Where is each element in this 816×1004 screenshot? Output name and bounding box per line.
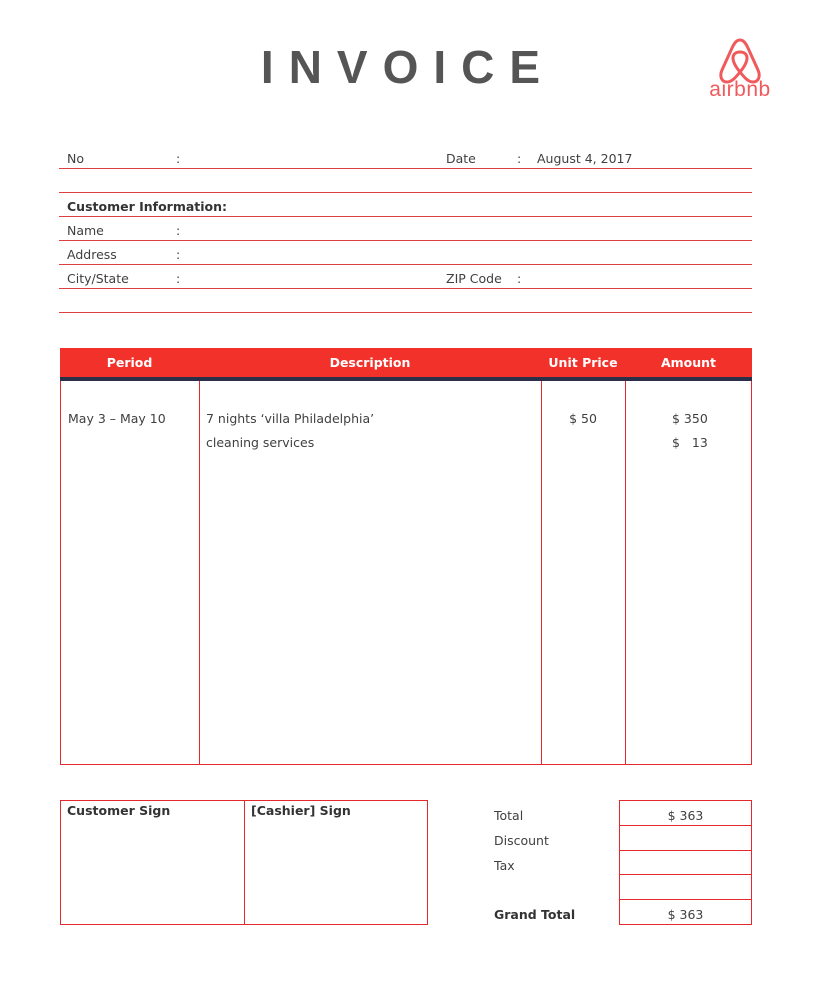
rule — [59, 216, 752, 217]
rule — [59, 168, 752, 169]
row-1-period: May 3 – May 10 — [68, 411, 166, 426]
no-label: No — [67, 151, 84, 166]
total-value[interactable]: $ 363 — [619, 800, 752, 826]
name-colon: : — [176, 223, 181, 238]
row-2-amount: $ 13 — [672, 435, 708, 450]
rule — [59, 264, 752, 265]
invoice-title: INVOICE — [260, 41, 556, 93]
no-colon: : — [176, 151, 181, 166]
row-1-unit-price: $ 50 — [569, 411, 597, 426]
header-unit-price: Unit Price — [548, 355, 618, 370]
tax-value[interactable] — [619, 850, 752, 875]
rule — [59, 288, 752, 289]
header-amount: Amount — [660, 355, 717, 370]
cashier-sign-box[interactable] — [244, 800, 428, 925]
blank-value[interactable] — [619, 874, 752, 900]
row-1-description: 7 nights ‘villa Philadelphia’ — [206, 411, 375, 426]
column-divider — [541, 381, 542, 765]
row-1-amount: $ 350 — [672, 411, 708, 426]
date-label: Date — [446, 151, 476, 166]
total-label: Total — [494, 808, 524, 823]
customer-sign-label: Customer Sign — [67, 803, 171, 818]
table-header — [60, 348, 752, 378]
date-colon: : — [517, 151, 522, 166]
column-divider — [625, 381, 626, 765]
column-divider — [199, 381, 200, 765]
address-label: Address — [67, 247, 117, 262]
header-period: Period — [106, 355, 153, 370]
cashier-sign-label: [Cashier] Sign — [251, 803, 351, 818]
grand-total-label: Grand Total — [494, 907, 576, 922]
date-value[interactable]: August 4, 2017 — [537, 151, 633, 166]
airbnb-logo-text: airbnb — [709, 78, 771, 101]
rule — [59, 312, 752, 313]
rule — [59, 192, 752, 193]
table-body — [60, 381, 752, 765]
row-2-description: cleaning services — [206, 435, 315, 450]
header-description: Description — [329, 355, 411, 370]
address-colon: : — [176, 247, 181, 262]
grand-total-value[interactable]: $ 363 — [619, 899, 752, 925]
rule — [59, 240, 752, 241]
customer-info-heading: Customer Information: — [67, 199, 228, 214]
customer-sign-box[interactable] — [60, 800, 245, 925]
city-state-label: City/State — [67, 271, 129, 286]
tax-label: Tax — [494, 858, 515, 873]
discount-value[interactable] — [619, 825, 752, 851]
discount-label: Discount — [494, 833, 549, 848]
zip-code-label: ZIP Code — [446, 271, 502, 286]
zip-colon: : — [517, 271, 522, 286]
name-label: Name — [67, 223, 104, 238]
city-colon: : — [176, 271, 181, 286]
